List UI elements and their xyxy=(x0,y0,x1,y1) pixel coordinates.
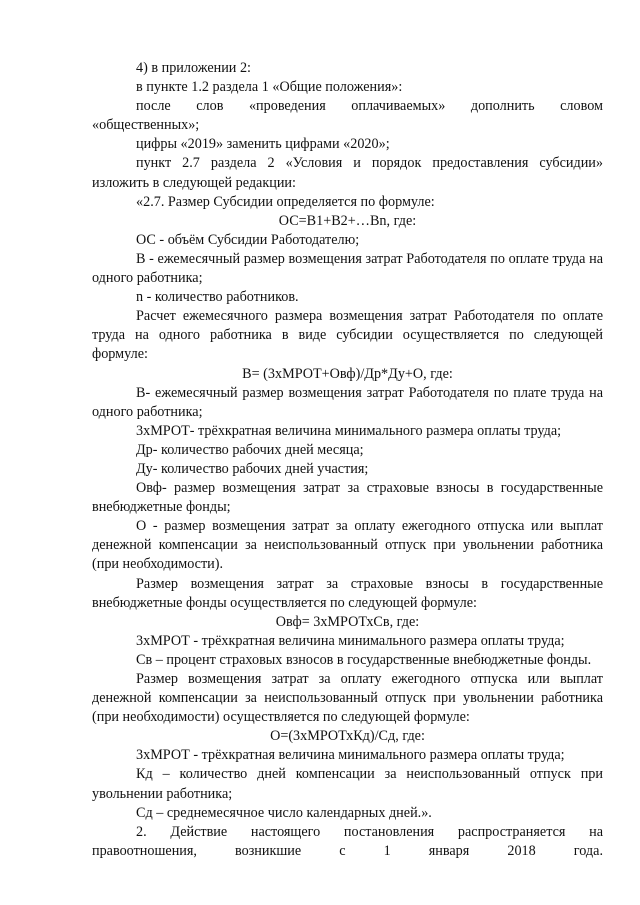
amendment-add-word: после слов «проведения оплачиваемых» дополнить словом «общественных»; xyxy=(92,98,603,134)
definition-3xmrot: 3хМРОТ- трёхкратная величина минимального размера оплаты труда; xyxy=(136,422,562,439)
definition-kd: Кд – количество дней компенсации за неиспользованный отпуск при увольнении работника; xyxy=(92,766,603,802)
definition-3xmrot-2: 3хМРОТ - трёхкратная величина минимального размера оплаты труда; xyxy=(136,632,565,649)
definition-du: Ду- количество рабочих дней участия; xyxy=(136,460,369,477)
subsidy-size-intro: «2.7. Размер Субсидии определяется по формуле: xyxy=(136,193,435,210)
amendment-point-2-7: пункт 2.7 раздела 2 «Условия и порядок предоставления субсидии» изложить в следующей редакции: xyxy=(92,155,603,191)
definition-n: n - количество работников. xyxy=(136,289,299,306)
amendment-point-1-2: в пункте 1.2 раздела 1 «Общие положения»: xyxy=(136,79,403,96)
vacation-calc-intro: Размер возмещения затрат за оплату ежегодного отпуска или выплат денежной компенсации за неиспользованный отпуск при увольнении работника (при необходимости) осуществляется по следующей формуле: xyxy=(92,671,603,726)
item-4-heading: 4) в приложении 2: xyxy=(136,60,251,76)
formula-v: В= (3хМРОТ+Овф)/Др*Ду+О, где: xyxy=(242,365,453,382)
definition-sd: Сд – среднемесячное число календарных дней.». xyxy=(136,804,432,821)
definition-v: В - ежемесячный размер возмещения затрат Работодателя по оплате труда на одного работника; xyxy=(92,250,603,287)
monthly-calc-intro: Расчет ежемесячного размера возмещения затрат Работодателя по оплате труда на одного работника в виде субсидии осуществляется по следующей формуле: xyxy=(92,308,603,363)
definition-os: ОС - объём Субсидии Работодателю; xyxy=(136,231,360,248)
definition-o: О - размер возмещения затрат за оплату ежегодного отпуска или выплат денежной компенсации за неиспользованный отпуск при увольнении работника (при необходимости). xyxy=(92,518,603,573)
definition-sv: Св – процент страховых взносов в государственные внебюджетные фонды. xyxy=(136,651,592,668)
document-body xyxy=(92,59,603,861)
effective-date-clause: 2. Действие настоящего постановления распространяется на правоотношения, возникшие с 1 января 2018 года. xyxy=(92,823,603,859)
formula-ovf: Овф= 3хМРОТхСв, где: xyxy=(275,613,420,630)
amendment-replace-year: цифры «2019» заменить цифрами «2020»; xyxy=(136,136,390,153)
definition-ovf: Овф- размер возмещения затрат за страховые взносы в государственные внебюджетные фонды; xyxy=(92,480,603,516)
definition-3xmrot-3: 3хМРОТ - трёхкратная величина минимального размера оплаты труда; xyxy=(136,747,565,764)
formula-os: ОС=В1+В2+…Вn, где: xyxy=(278,212,417,229)
definition-dr: Др- количество рабочих дней месяца; xyxy=(136,441,364,458)
formula-o: О=(3хМРОТхКд)/Сд, где: xyxy=(270,728,425,745)
insurance-calc-intro: Размер возмещения затрат за страховые взносы в государственные внебюджетные фонды осуществляется по следующей формуле: xyxy=(92,575,603,611)
definition-v-monthly: В- ежемесячный размер возмещения затрат Работодателя по плате труда на одного работника; xyxy=(92,384,603,420)
